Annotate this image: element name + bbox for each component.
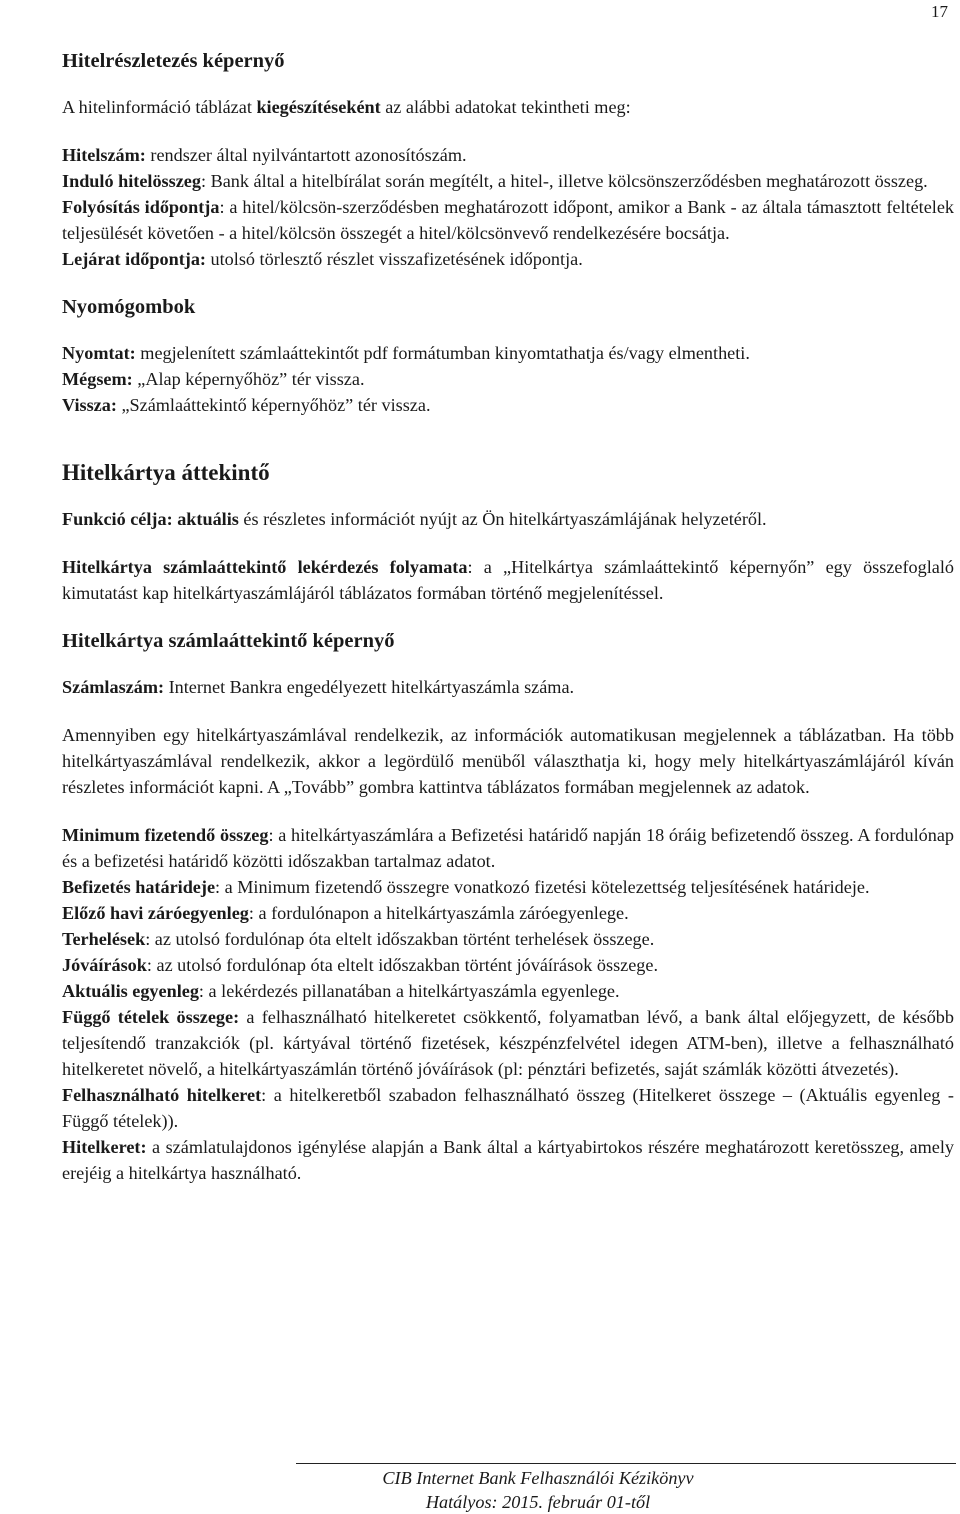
page-footer bbox=[296, 1466, 780, 1514]
section-title-credit-card: Hitelkártya áttekintő bbox=[62, 460, 270, 485]
footer-manual-title: CIB Internet Bank Felhasználói Kézikönyv bbox=[382, 1468, 694, 1488]
section-title-buttons: Nyomógombok bbox=[62, 296, 196, 318]
definition-initial-amount: Induló hitelösszeg: Bank által a hitelbírálat során megítélt, a hitel-, illetve kölcsönszerződésben meghatározott összeg. bbox=[62, 171, 928, 191]
definition-print-button: Nyomtat: megjelenített számlaáttekintőt pdf formátumban kinyomtathatja és/vagy elmentheti. bbox=[62, 343, 750, 363]
page-content bbox=[62, 48, 954, 1186]
definition-credits: Jóváírások: az utolsó fordulónap óta eltelt időszakban történt jóváírások összege. bbox=[62, 955, 659, 975]
definition-disbursement-date: Folyósítás időpontja: a hitel/kölcsön-szerződésben meghatározott időpont, amikor a Bank - az általa támasztott feltételek teljesülését követően - a hitel/kölcsön összegét a hitel/kölcsönvevő rendelkezésére bocsátja. bbox=[62, 197, 954, 243]
definition-account-number: Számlaszám: Internet Bankra engedélyezett hitelkártyaszámla száma. bbox=[62, 677, 575, 697]
definition-loan-number: Hitelszám: rendszer által nyilvántartott azonosítószám. bbox=[62, 145, 467, 165]
section-title-loan-detail: Hitelrészletezés képernyő bbox=[62, 50, 285, 72]
section-title-cc-screen: Hitelkártya számlaáttekintő képernyő bbox=[62, 630, 395, 652]
definition-credit-limit: Hitelkeret: a számlatulajdonos igénylése alapján a Bank által a kártyabirtokos részére meghatározott keretösszeg, amely erejéig a hitelkártya használható. bbox=[62, 1137, 954, 1183]
definition-payment-deadline: Befizetés határideje: a Minimum fizetendő összegre vonatkozó fizetési kötelezettség teljesítésének határideje. bbox=[62, 877, 870, 897]
cc-screen-paragraph: Amennyiben egy hitelkártyaszámlával rendelkezik, az információk automatikusan megjelennek a táblázatban. Ha több hitelkártyaszámlával rendelkezik, akkor a legördülő menüből választhatja ki, hogy mely hitelkártyaszámlájáról kíván részletes információt kapni. A „Tovább” gombra kattintva táblázatos formában megjelennek az adatok. bbox=[62, 725, 954, 797]
definition-previous-balance: Előző havi záróegyenleg: a fordulónapon a hitelkártyaszámla záróegyenlege. bbox=[62, 903, 629, 923]
credit-card-purpose: Funkció célja: aktuális és részletes információt nyújt az Ön hitelkártyaszámlájának helyzetéről. bbox=[62, 509, 767, 529]
footer-divider bbox=[296, 1463, 956, 1464]
definition-pending-items: Függő tételek összege: a felhasználható hitelkeretet csökkentő, folyamatban lévő, a bank által előjegyzett, de később teljesítendő tranzakciók (pl. kártyával történő fizetések, készpénzfelvétel idegen ATM-ben), illetve a felhasználható hitelkeretet növelő, a hitelkártyaszámlán történő jóváírások (pl: pénztári befizetés, saját számlák közötti átvezetés). bbox=[62, 1007, 954, 1079]
definition-maturity-date: Lejárat időpontja: utolsó törlesztő részlet visszafizetésének időpontja. bbox=[62, 249, 583, 269]
footer-effective-date: Hatályos: 2015. február 01-től bbox=[425, 1492, 651, 1512]
definition-minimum-payment: Minimum fizetendő összeg: a hitelkártyaszámlára a Befizetési határidő napján 18 óráig befizetendő összeg. A fordulónap és a befizetési határidő közötti időszakban tartalmaz adatot. bbox=[62, 825, 954, 871]
credit-card-process: Hitelkártya számlaáttekintő lekérdezés folyamata: a „Hitelkártya számlaáttekintő képernyőn” egy összefoglaló kimutatást kap hitelkártyaszámlájáról táblázatos formában történő megjelenítéssel. bbox=[62, 557, 954, 603]
definition-debits: Terhelések: az utolsó fordulónap óta eltelt időszakban történt terhelések összege. bbox=[62, 929, 655, 949]
loan-detail-intro: A hitelinformáció táblázat kiegészítéseként az alábbi adatokat tekintheti meg: bbox=[62, 97, 631, 117]
definition-current-balance: Aktuális egyenleg: a lekérdezés pillanatában a hitelkártyaszámla egyenlege. bbox=[62, 981, 620, 1001]
definition-cancel-button: Mégsem: „Alap képernyőhöz” tér vissza. bbox=[62, 369, 365, 389]
page-number: 17 bbox=[931, 2, 948, 21]
definition-available-credit: Felhasználható hitelkeret: a hitelkeretből szabadon felhasználható összeg (Hitelkeret összege – (Aktuális egyenleg - Függő tételek)). bbox=[62, 1085, 954, 1131]
definition-back-button: Vissza: „Számlaáttekintő képernyőhöz” tér vissza. bbox=[62, 395, 431, 415]
